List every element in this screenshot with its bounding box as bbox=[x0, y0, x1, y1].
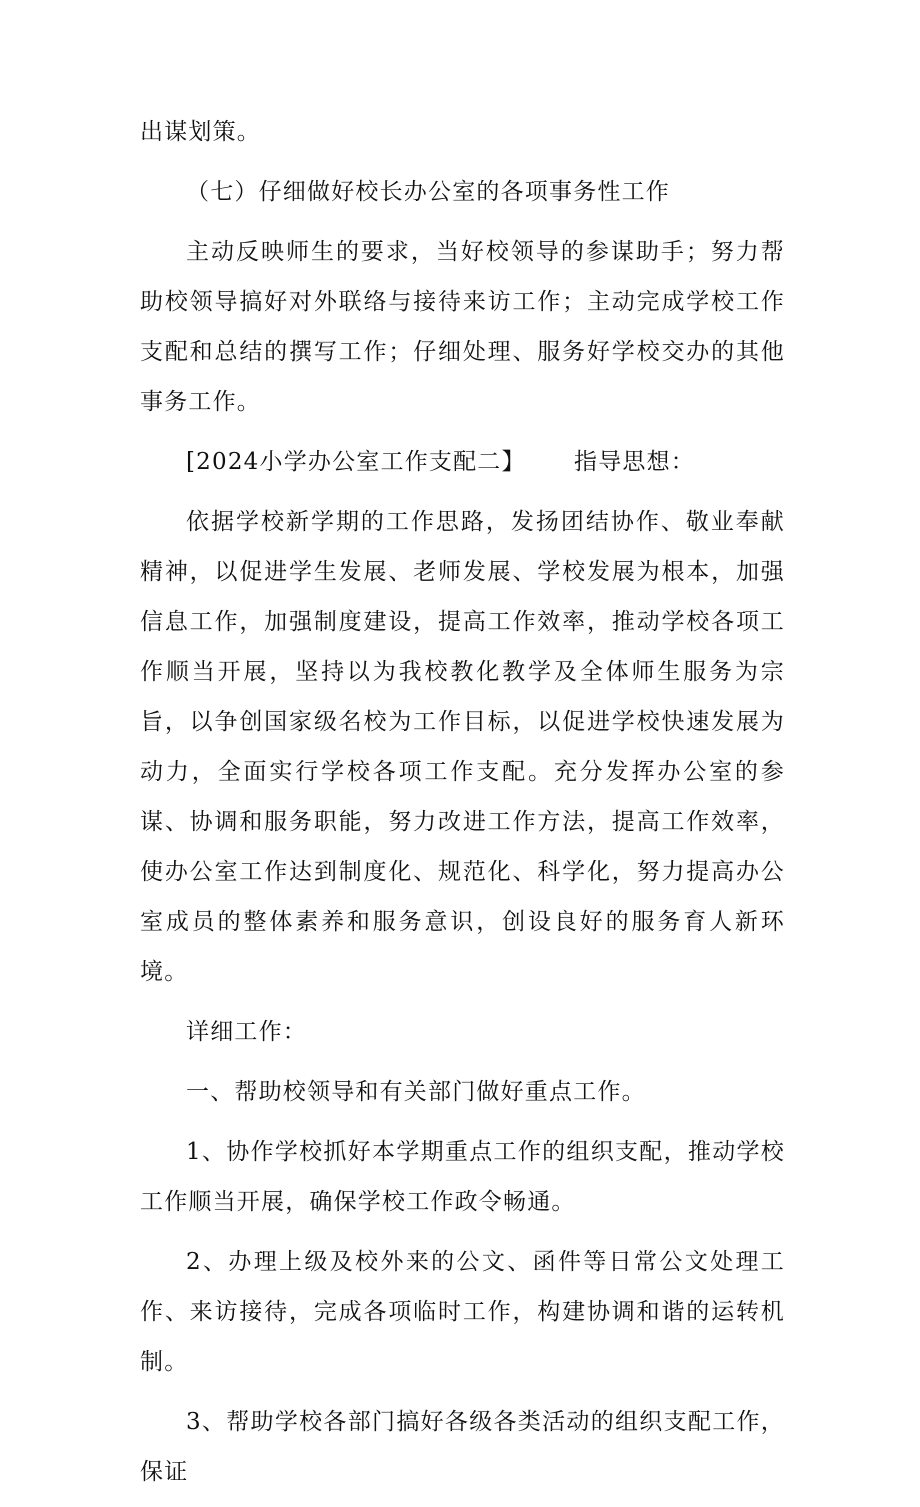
guiding-ideology-label: 指导思想： bbox=[574, 449, 695, 475]
item-2: 2、办理上级及校外来的公文、函件等日常公文处理工作、来访接待，完成各项临时工作，构建协调和谐的运转机制。 bbox=[140, 1249, 785, 1375]
document-body bbox=[140, 107, 785, 1507]
section-heading bbox=[140, 437, 785, 487]
subsection-heading-seven: （七）仔细做好校长办公室的各项事务性工作 bbox=[186, 179, 670, 205]
section-title: [2024小学办公室工作支配二】 bbox=[186, 449, 526, 475]
paragraph-guiding-ideology: 依据学校新学期的工作思路，发扬团结协作、敬业奉献精神，以促进学生发展、老师发展、学校发展为根本，加强信息工作，加强制度建设，提高工作效率，推动学校各项工作顺当开展，坚持以为我校教化教学及全体师生服务为宗旨，以争创国家级名校为工作目标，以促进学校快速发展为动力，全面实行学校各项工作支配。充分发挥办公室的参谋、协调和服务职能，努力改进工作方法，提高工作效率，使办公室工作达到制度化、规范化、科学化，努力提高办公室成员的整体素养和服务意识，创设良好的服务育人新环境。 bbox=[140, 509, 785, 985]
item-1: 1、协作学校抓好本学期重点工作的组织支配，推动学校工作顺当开展，确保学校工作政令畅通。 bbox=[140, 1139, 785, 1215]
paragraph-continuation: 出谋划策。 bbox=[140, 119, 261, 145]
item-3: 3、帮助学校各部门搞好各级各类活动的组织支配工作，保证 bbox=[140, 1409, 785, 1485]
detail-work-label: 详细工作： bbox=[186, 1019, 307, 1045]
paragraph-duties: 主动反映师生的要求，当好校领导的参谋助手；努力帮助校领导搞好对外联络与接待来访工作；主动完成学校工作支配和总结的撰写工作；仔细处理、服务好学校交办的其他事务工作。 bbox=[140, 239, 785, 415]
item-heading-one: 一、帮助校领导和有关部门做好重点工作。 bbox=[186, 1079, 646, 1105]
